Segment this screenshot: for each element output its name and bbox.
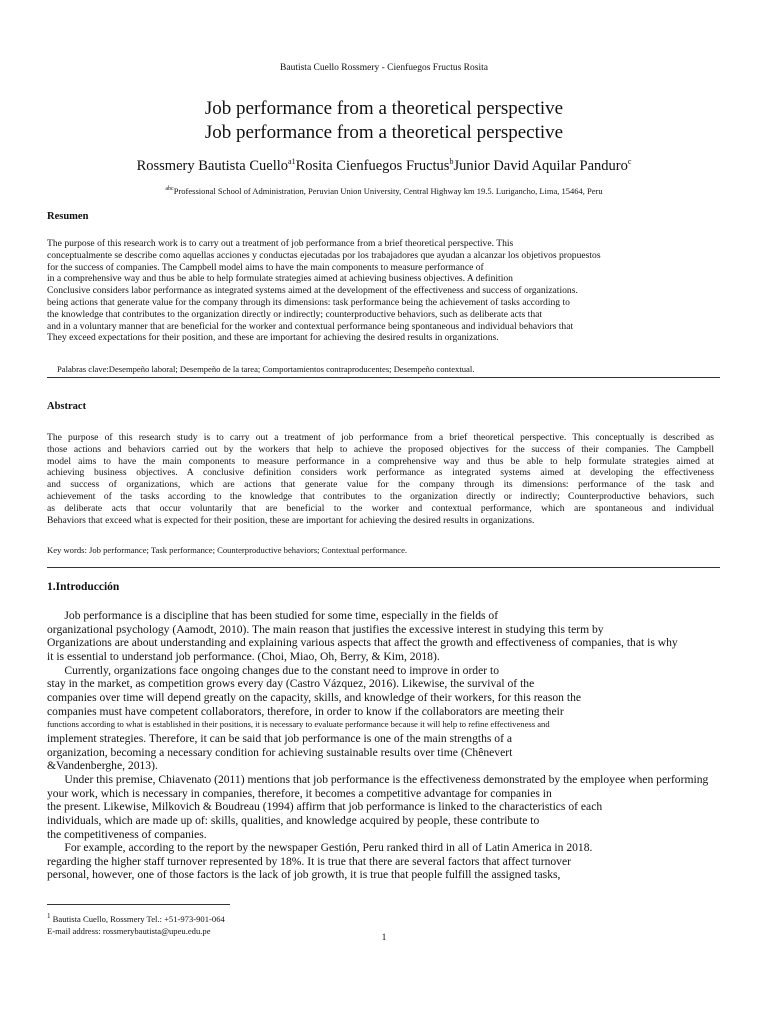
abstract-line: achieving business objectives. A conclusive definition considers work performance as integrated systems aimed at developing the effectiveness bbox=[47, 467, 714, 479]
author-list bbox=[0, 157, 768, 175]
abstract-line: and success of organizations, which are actions that generate value for the company through its dimensions: performance of the task and bbox=[47, 479, 714, 491]
abstract-line: The purpose of this research study is to carry out a treatment of job performance from a brief theoretical perspective. This conceptually is described as bbox=[47, 432, 714, 443]
abstract-heading: Abstract bbox=[47, 401, 87, 412]
resumen-line: The purpose of this research work is to carry out a treatment of job performance from a brief theoretical perspective. This bbox=[47, 238, 514, 249]
page-number: 1 bbox=[381, 933, 387, 943]
resumen-body bbox=[47, 238, 601, 344]
body-line: Under this premise, Chiavenato (2011) mentions that job performance is the effectiveness demonstrated by the employee when performing bbox=[47, 772, 709, 786]
resumen-line: Conclusive considers labor performance as integrated systems aimed at the development of the effectiveness and success of organizations. bbox=[47, 285, 578, 297]
title-line-2: Job performance from a theoretical perspective bbox=[204, 122, 564, 143]
body-line: Currently, organizations face ongoing changes due to the constant need to improve in order to bbox=[47, 663, 500, 677]
resumen-line: for the success of companies. The Campbell model aims to have the main components to measure performance of bbox=[47, 261, 484, 273]
author-2-name: Rosita Cienfuegos Fructus bbox=[295, 157, 450, 174]
body-line: it is essential to understand job performance. (Choi, Miao, Oh, Berry, & Kim, 2018). bbox=[47, 649, 440, 663]
abstract-line: achievement of the tasks according to the knowledge that contributes to the organization directly or indirectly; Counterproductive behaviors, such bbox=[47, 490, 714, 502]
author-3-name: Junior David Aquilar Panduro bbox=[453, 157, 628, 174]
resumen-line: in a comprehensive way and thus be able to help formulate strategies aimed at achieving business objectives. A definition bbox=[47, 273, 513, 285]
abstract-line: Behaviors that exceed what is expected for their position, these are important for achieving the desired results in organizations. bbox=[47, 514, 535, 526]
footnote-rule bbox=[47, 904, 230, 905]
resumen-keywords: Palabras clave:Desempeño laboral; Desempeño de la tarea; Comportamientos contraproducentes; Desempeño contextual. bbox=[57, 364, 475, 374]
author-3-marker: c bbox=[627, 157, 632, 166]
abstract-body bbox=[47, 432, 714, 526]
title-line-1: Job performance from a theoretical perspective bbox=[204, 98, 564, 119]
body-line: For example, according to the report by the newspaper Gestión, Peru ranked third in all of Latin America in 2018. bbox=[47, 841, 593, 855]
body-line: individuals, which are made up of: skills, qualities, and knowledge acquired by people, these contribute to bbox=[47, 813, 540, 827]
resumen-heading: Resumen bbox=[47, 211, 89, 222]
divider bbox=[47, 377, 720, 378]
running-header: Bautista Cuello Rossmery - Cienfuegos Fructus Rosita bbox=[280, 63, 488, 73]
resumen-line: conceptualmente se describe como aquellas acciones y conductas ejecutadas por los trabajadores que ayudan a alcanzar los objetivos propuestos bbox=[47, 249, 601, 261]
resumen-line: being actions that generate value for the company through its dimensions: task performance being the achievement of tasks according to bbox=[47, 296, 570, 308]
author-1-marker: a1 bbox=[288, 157, 296, 166]
affiliation-text: Professional School of Administration, Peruvian Union University, Central Highway km 19.5. Lurigancho, Lima, 15464, Peru bbox=[173, 186, 603, 196]
body-line: &Vandenberghe, 2013). bbox=[47, 759, 158, 773]
body-line: Organizations are about understanding and explaining various aspects that affect the growth and effectiveness of companies, that is why bbox=[47, 636, 678, 650]
resumen-line: They exceed expectations for their position, and these are important for achieving the desired results in organizations. bbox=[47, 332, 499, 344]
author-1-name: Rossmery Bautista Cuello bbox=[136, 157, 289, 174]
body-line: functions according to what is established in their positions, it is necessary to evaluate performance because it will help to refine effectiveness and bbox=[47, 719, 550, 730]
footnote-contact: Bautista Cuello, Rossmery Tel.: +51-973-901-064 bbox=[52, 913, 225, 924]
body-line: companies must have competent collaborators, therefore, in order to know if the collaborators are meeting their bbox=[47, 704, 564, 718]
footnote-email: E-mail address: rossmerybautista@upeu.edu.pe bbox=[47, 925, 211, 936]
body-line: Job performance is a discipline that has been studied for some time, especially in the fields of bbox=[47, 609, 499, 622]
divider bbox=[47, 567, 720, 568]
affiliation bbox=[0, 186, 768, 196]
body-line: organizational psychology (Aamodt, 2010). The main reason that justifies the excessive interest in studying this term by bbox=[47, 622, 604, 636]
affiliation-marker: abc bbox=[165, 186, 174, 193]
footnote-marker: 1 bbox=[47, 912, 51, 920]
section-heading: 1.Introducción bbox=[47, 581, 120, 593]
resumen-line: the knowledge that contributes to the organization directly or indirectly; counterproductive behaviors, such as deliberate acts that bbox=[47, 308, 543, 320]
body-line: personal, however, one of those factors is the lack of job growth, it is true that people fulfill the assigned tasks, bbox=[47, 868, 561, 882]
body-line: organization, becoming a necessary condition for achieving sustainable results over time (Chênevert bbox=[47, 745, 513, 759]
abstract-line: model aims to have the main components to measure performance in a comprehensive way and thus be able to help formulate strategies aimed at bbox=[47, 455, 714, 467]
resumen-line: and in a voluntary manner that are beneficial for the worker and contextual performance being spontaneous and individual behaviors that bbox=[47, 320, 574, 332]
body-line: companies over time will depend greatly on the capacity, skills, and knowledge of their workers, for this reason the bbox=[47, 690, 582, 704]
abstract-line: those actions and behaviors carried out by the workers that help to achieve the proposed objectives for the success of their companies. The Campbell bbox=[47, 443, 714, 455]
body-line: regarding the higher staff turnover represented by 18%. It is true that there are several factors that affect turnover bbox=[47, 854, 571, 868]
body-line: stay in the market, as competition grows every day (Castro Vázquez, 2016). Likewise, the survival of the bbox=[47, 677, 535, 691]
body-line: the present. Likewise, Milkovich & Boudreau (1994) affirm that job performance is linked to the characteristics of each bbox=[47, 800, 603, 814]
body-line: your work, which is necessary in companies, therefore, it becomes a competitive advantage for companies in bbox=[47, 786, 552, 800]
body-line: the competitiveness of companies. bbox=[47, 827, 207, 841]
footnote-line-1 bbox=[47, 910, 225, 925]
abstract-keywords: Key words: Job performance; Task performance; Counterproductive behaviors; Contextual performance. bbox=[47, 545, 408, 555]
abstract-line: as deliberate acts that occur voluntarily that are beneficial to the worker and contextual performance, which are spontaneous and individual bbox=[47, 502, 714, 514]
author-2-marker: b bbox=[449, 157, 454, 166]
section-body bbox=[47, 609, 708, 882]
body-line: implement strategies. Therefore, it can be said that job performance is one of the main strengths of a bbox=[47, 731, 512, 745]
